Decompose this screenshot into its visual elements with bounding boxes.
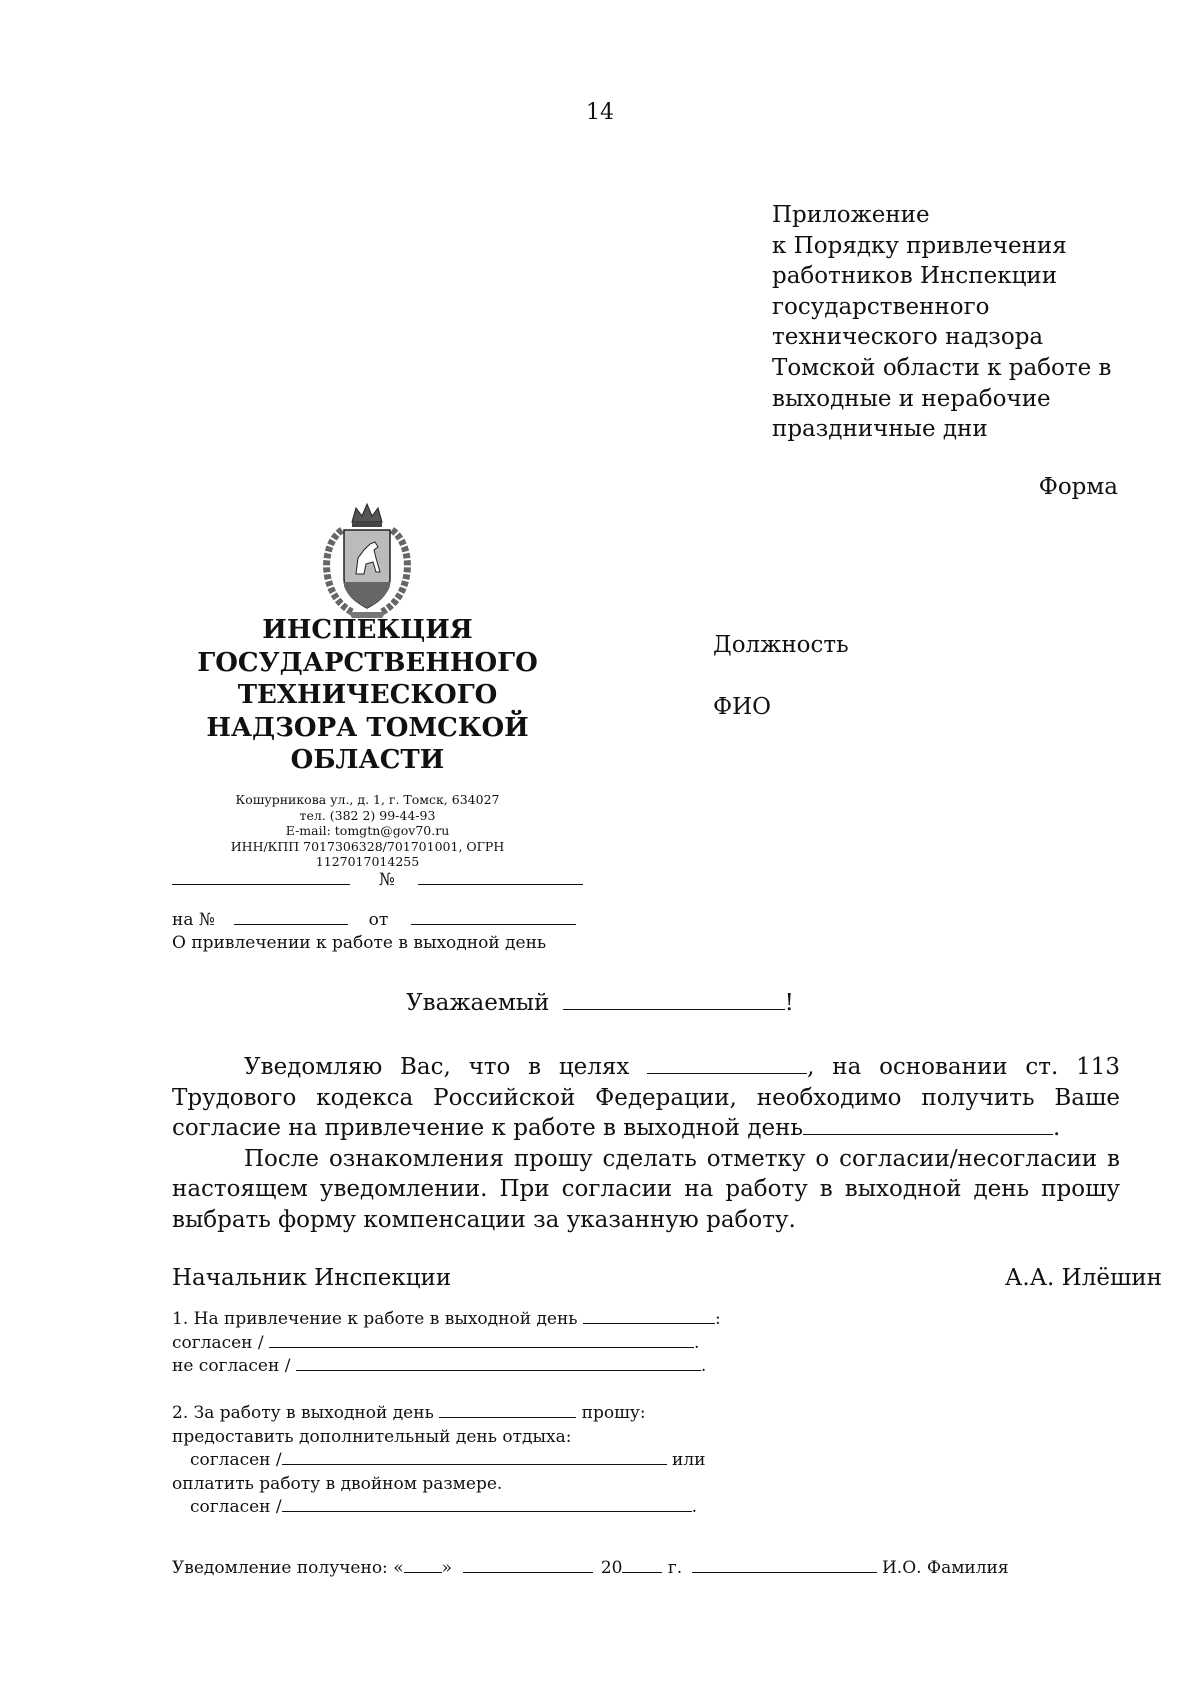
- option-1-label: предоставить дополнительный день отдыха:: [172, 1426, 572, 1447]
- subject-line: О привлечении к работе в выходной день: [172, 933, 547, 953]
- year-suffix: г.: [667, 1558, 683, 1578]
- option-2-agree-row: [172, 1496, 706, 1520]
- appendix-line: праздничные дни: [772, 416, 988, 443]
- appendix-line: выходные и нерабочие: [772, 385, 1051, 412]
- option-2-signature-blank[interactable]: [282, 1511, 692, 1512]
- disagree-label: не согласен /: [172, 1356, 291, 1376]
- consent-item-1: [172, 1308, 721, 1379]
- address-line: тел. (382 2) 99-44-93: [299, 807, 436, 823]
- consent-item-2-row: [172, 1402, 706, 1426]
- colon: :: [714, 1309, 721, 1329]
- period: .: [700, 1356, 707, 1376]
- registration-row: [172, 870, 583, 890]
- appendix-line: Приложение: [772, 202, 930, 228]
- agree-label: согласен /: [190, 1450, 282, 1470]
- address-line: E-mail: tomgtn@gov70.ru: [285, 823, 450, 838]
- fio-label: ФИО: [713, 694, 772, 720]
- agree-signature-blank[interactable]: [269, 1347, 694, 1348]
- reply-date-blank[interactable]: [411, 924, 576, 925]
- option-1-signature-blank[interactable]: [282, 1464, 667, 1465]
- consent-item-2: [172, 1402, 706, 1520]
- option-1-agree-row: [172, 1449, 706, 1473]
- body-p1-part2: , на основании ст. 113 Трудового кодекса Российской Федерации, необходимо получить Ваше согласие на привлечение к работе в выходной день: [172, 1054, 1120, 1141]
- org-name-line: ИНСПЕКЦИЯ: [262, 615, 473, 645]
- org-name-line: ГОСУДАРСТВЕННОГО: [197, 647, 538, 678]
- appendix-line: к Порядку привлечения: [772, 232, 1067, 259]
- received-month-blank[interactable]: [463, 1572, 593, 1573]
- option-2-label: оплатить работу в двойном размере.: [172, 1473, 503, 1494]
- organization-address: [185, 792, 550, 870]
- appendix-line: технического надзора: [772, 324, 1044, 351]
- purpose-blank[interactable]: [647, 1073, 807, 1074]
- greeting-prefix: Уважаемый: [406, 990, 550, 1016]
- body-paragraph-1: [172, 1052, 1120, 1144]
- received-signature-blank[interactable]: [692, 1572, 877, 1573]
- number-sign: №: [378, 870, 395, 890]
- year-prefix: 20: [600, 1558, 623, 1578]
- addressee-blank[interactable]: [563, 1009, 785, 1010]
- body-paragraph-2: После ознакомления прошу сделать отметку о согласии/несогласии в настоящем уведомлении. При согласии на работу в выходной день прошу выбрать форму компенсации за указанную работу.: [172, 1145, 1120, 1233]
- period: .: [691, 1497, 698, 1517]
- received-row: [172, 1558, 1009, 1578]
- reply-number-blank[interactable]: [234, 924, 348, 925]
- consent-item-1-label: 1. На привлечение к работе в выходной день: [172, 1309, 578, 1329]
- consent-item-2-label: 2. За работу в выходной день: [172, 1403, 434, 1423]
- disagree-signature-blank[interactable]: [296, 1370, 701, 1371]
- org-name-line: ОБЛАСТИ: [290, 745, 445, 775]
- body-text: [172, 1052, 1120, 1235]
- period: .: [694, 1332, 700, 1353]
- agree-label: согласен /: [190, 1497, 282, 1517]
- or-label: или: [672, 1450, 706, 1470]
- org-name-line: ТЕХНИЧЕСКОГО: [237, 680, 498, 710]
- page-number: 14: [586, 100, 614, 125]
- appendix-block: [772, 200, 1112, 445]
- disagree-row: [172, 1355, 721, 1379]
- body-p1-part1: Уведомляю Вас, что в целях: [244, 1054, 630, 1080]
- consent-item-2-suffix: прошу:: [581, 1403, 646, 1423]
- body-p1-end: .: [1052, 1115, 1061, 1141]
- received-label: Уведомление получено: «: [172, 1558, 404, 1578]
- signatory-position: Начальник Инспекции: [172, 1265, 452, 1291]
- reply-to-label: на №: [172, 910, 215, 930]
- from-label: от: [368, 910, 389, 930]
- appendix-line: работников Инспекции: [772, 263, 1058, 290]
- close-quote: »: [441, 1558, 452, 1578]
- number-blank[interactable]: [418, 884, 583, 885]
- day-off-date-blank[interactable]: [803, 1134, 1053, 1135]
- received-year-blank[interactable]: [622, 1572, 662, 1573]
- received-day-blank[interactable]: [404, 1572, 442, 1573]
- coat-of-arms-icon: [312, 500, 422, 625]
- agree-row: [172, 1332, 721, 1356]
- appendix-line: Томской области к работе в: [772, 354, 1112, 381]
- greeting: [0, 990, 1200, 1016]
- reply-row: [172, 910, 576, 930]
- name-placeholder: И.О. Фамилия: [881, 1558, 1009, 1578]
- consent-item-2-date-blank[interactable]: [439, 1417, 576, 1418]
- address-line: Кошурникова ул., д. 1, г. Томск, 634027: [235, 792, 500, 807]
- org-name-line: НАДЗОРА ТОМСКОЙ: [206, 712, 529, 743]
- position-label: Должность: [713, 632, 849, 658]
- greeting-suffix: !: [784, 990, 794, 1016]
- date-blank[interactable]: [172, 884, 350, 885]
- agree-label: согласен /: [172, 1332, 264, 1353]
- consent-item-1-row: [172, 1308, 721, 1332]
- address-line: ИНН/КПП 7017306328/701701001, ОГРН 1127017014255: [230, 838, 505, 869]
- form-label: Форма: [1038, 474, 1118, 500]
- appendix-line: государственного: [772, 293, 990, 320]
- signatory-name: А.А. Илёшин: [1004, 1265, 1162, 1291]
- organization-name: [185, 614, 550, 777]
- consent-item-1-date-blank[interactable]: [583, 1323, 715, 1324]
